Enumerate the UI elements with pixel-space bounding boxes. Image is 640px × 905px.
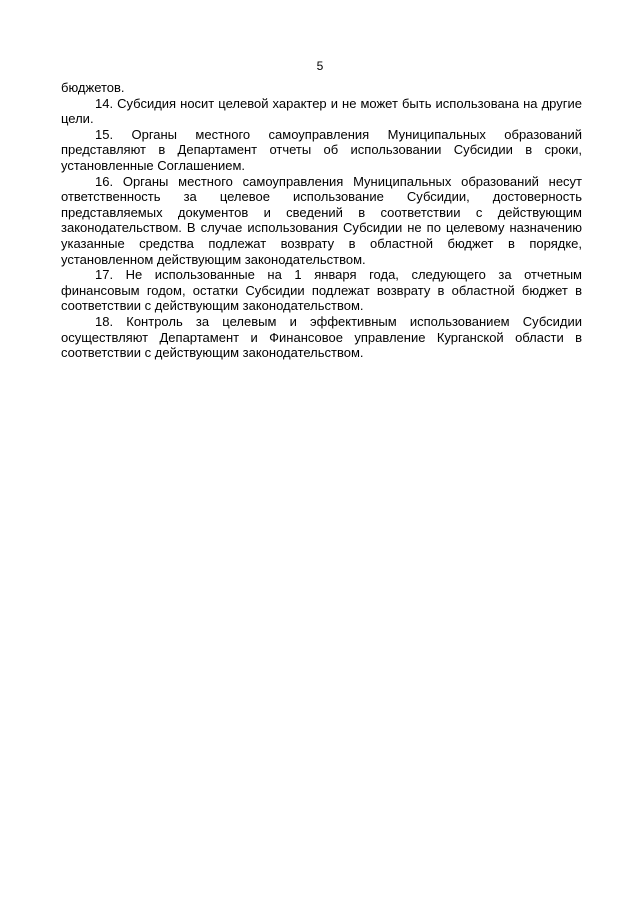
paragraph-15: 15. Органы местного самоуправления Муниципальных образований представляют в Департамент отчеты об использовании Субсидии в сроки, установленные Соглашением. xyxy=(61,126,582,173)
paragraph-16: 16. Органы местного самоуправления Муниципальных образований несут ответственность за целевое использование Субсидии, достоверность представляемых документов и сведений в соответствии с действующим законодательством. В случае использования Субсидии не по целевому назначению указанные средства подлежат возврату в областной бюджет в порядке, установленном действующим законодательством. xyxy=(61,173,582,267)
paragraph-14: 14. Субсидия носит целевой характер и не может быть использована на другие цели. xyxy=(61,95,582,127)
paragraph-17: 17. Не использованные на 1 января года, следующего за отчетным финансовым годом, остатки Субсидии подлежат возврату в областной бюджет в соответствии с действующим законодательством. xyxy=(61,267,582,314)
paragraph-continuation: бюджетов. xyxy=(61,80,125,95)
page-number: 5 xyxy=(316,59,324,73)
document-body xyxy=(61,80,582,361)
paragraph-18: 18. Контроль за целевым и эффективным использованием Субсидии осуществляют Департамент и Финансовое управление Курганской области в соответствии с действующим законодательством. xyxy=(61,313,582,361)
